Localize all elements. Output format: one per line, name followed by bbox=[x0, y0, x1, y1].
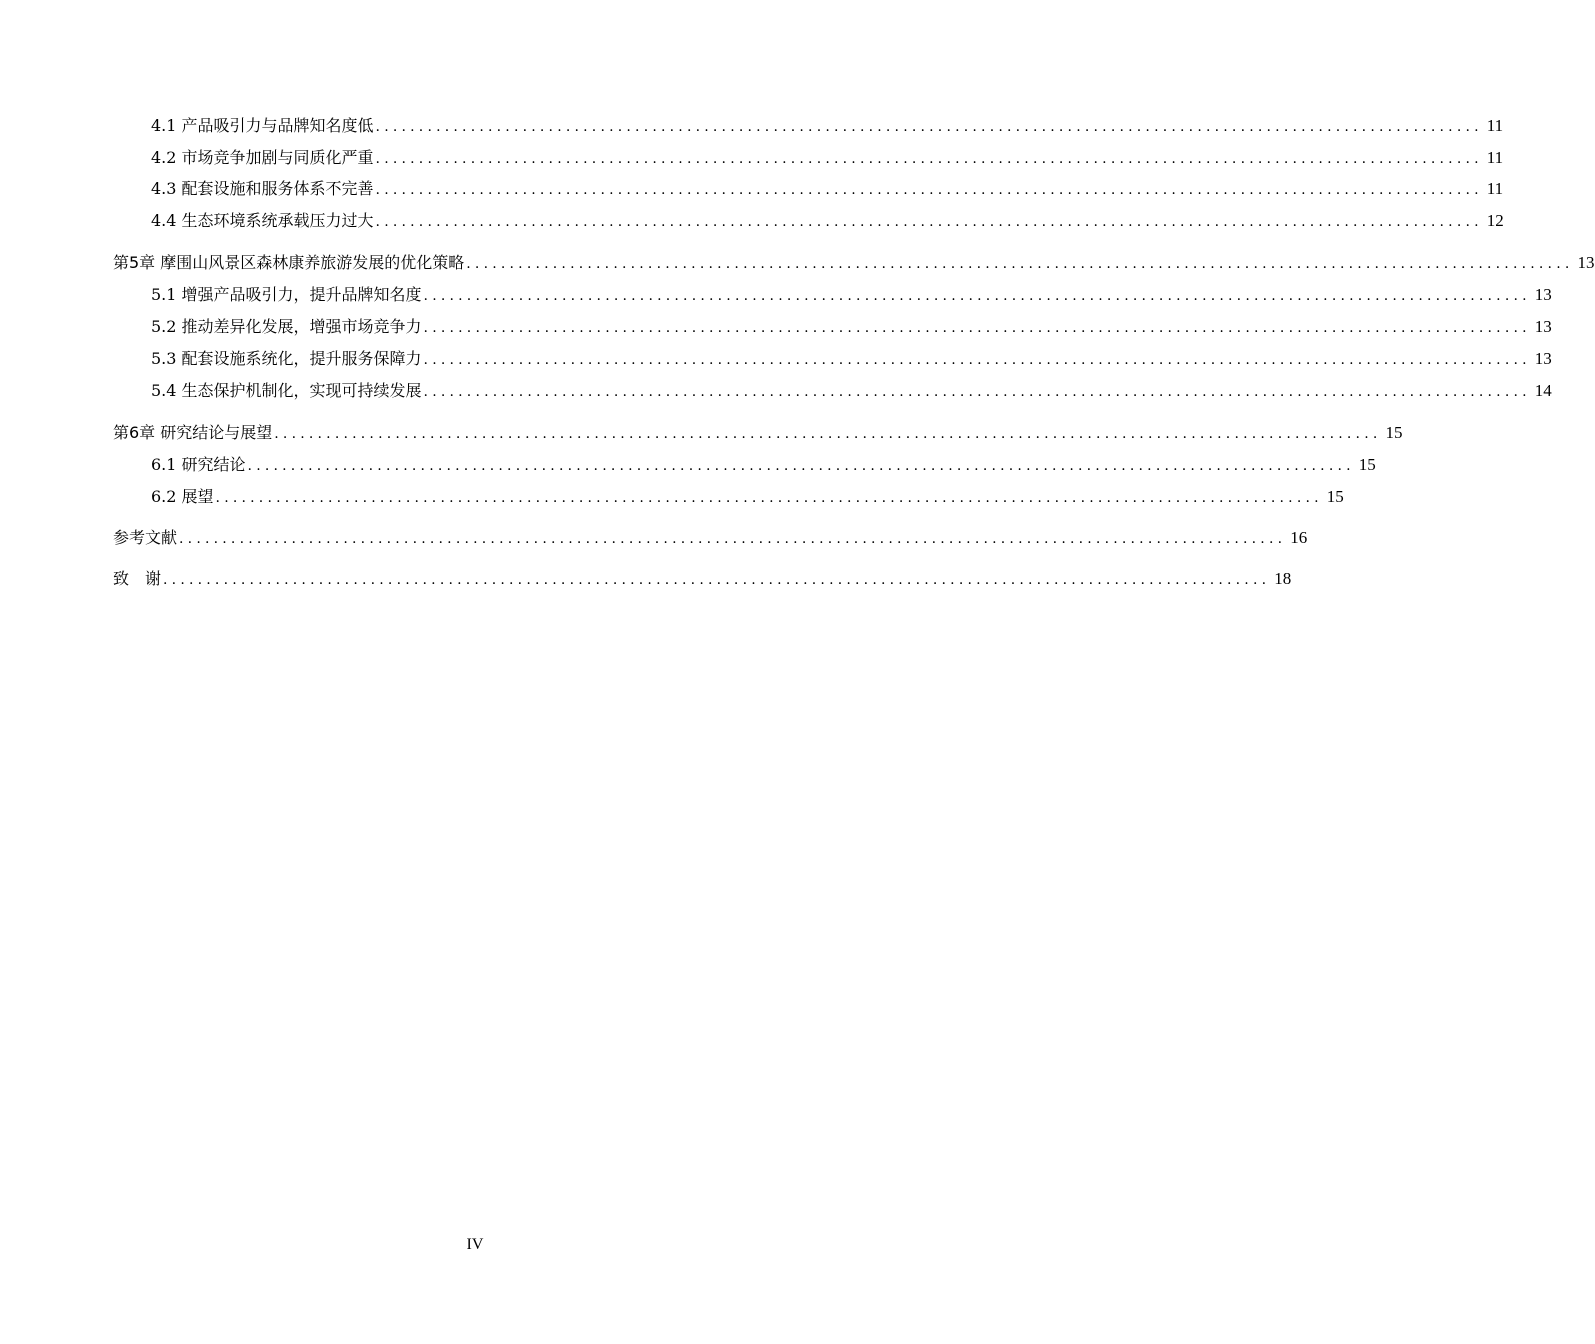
toc-entry-5-1[interactable] bbox=[113, 285, 1552, 317]
toc-entry-5-3[interactable] bbox=[113, 349, 1552, 381]
toc-entry-references[interactable] bbox=[113, 528, 1308, 569]
toc-entry-6-1[interactable] bbox=[113, 455, 1376, 487]
table-of-contents bbox=[113, 116, 1595, 601]
toc-entry-page: 16 bbox=[1290, 528, 1308, 547]
toc-entry-chapter-5[interactable] bbox=[113, 253, 1595, 285]
toc-entry-page: 13 bbox=[1577, 253, 1595, 272]
toc-entry-title: 4.4 生态环境系统承载压力过大 bbox=[151, 211, 374, 230]
toc-entry-4-3[interactable] bbox=[113, 179, 1504, 211]
toc-entry-page: 13 bbox=[1534, 285, 1552, 304]
toc-entry-title: 第6章 研究结论与展望 bbox=[113, 423, 273, 442]
toc-dot-leader: ................................................................................................................................ bbox=[215, 490, 1323, 506]
toc-dot-leader: ................................................................................................................................ bbox=[274, 426, 1382, 442]
toc-entry-chapter-6[interactable] bbox=[113, 423, 1403, 455]
toc-entry-page: 13 bbox=[1534, 349, 1552, 368]
toc-dot-leader: ................................................................................................................................ bbox=[247, 458, 1355, 474]
toc-entry-title: 致 谢 bbox=[113, 569, 162, 588]
toc-entry-title: 4.3 配套设施和服务体系不完善 bbox=[151, 179, 374, 198]
toc-entry-acknowledgements[interactable] bbox=[113, 569, 1292, 601]
toc-entry-6-2[interactable] bbox=[113, 487, 1344, 528]
toc-entry-page: 11 bbox=[1486, 116, 1504, 135]
toc-entry-title: 4.2 市场竞争加剧与同质化严重 bbox=[151, 148, 374, 167]
page-number: IV bbox=[466, 1236, 484, 1253]
toc-entry-page: 11 bbox=[1486, 179, 1504, 198]
toc-dot-leader: ................................................................................................................................ bbox=[423, 384, 1531, 400]
toc-entry-4-2[interactable] bbox=[113, 148, 1504, 179]
toc-entry-title: 5.3 配套设施系统化，提升服务保障力 bbox=[151, 349, 422, 368]
toc-entry-title: 5.2 推动差异化发展，增强市场竞争力 bbox=[151, 317, 422, 336]
toc-entry-title: 4.1 产品吸引力与品牌知名度低 bbox=[151, 116, 374, 135]
toc-dot-leader: ................................................................................................................................ bbox=[375, 119, 1483, 135]
toc-dot-leader: ................................................................................................................................ bbox=[466, 256, 1574, 272]
toc-dot-leader: ................................................................................................................................ bbox=[423, 320, 1531, 336]
toc-dot-leader: ................................................................................................................................ bbox=[423, 352, 1531, 368]
toc-entry-5-2[interactable] bbox=[113, 317, 1552, 349]
toc-entry-page: 18 bbox=[1274, 569, 1292, 588]
toc-entry-page: 15 bbox=[1358, 455, 1376, 474]
toc-dot-leader: ................................................................................................................................ bbox=[375, 214, 1483, 230]
toc-entry-title: 参考文献 bbox=[113, 528, 178, 547]
toc-entry-title: 6.2 展望 bbox=[151, 487, 214, 506]
toc-entry-title: 5.4 生态保护机制化，实现可持续发展 bbox=[151, 381, 422, 400]
toc-entry-page: 14 bbox=[1534, 381, 1552, 400]
toc-entry-page: 15 bbox=[1385, 423, 1403, 442]
toc-entry-page: 15 bbox=[1326, 487, 1344, 506]
toc-entry-4-1[interactable] bbox=[113, 116, 1504, 148]
toc-entry-title: 5.1 增强产品吸引力，提升品牌知名度 bbox=[151, 285, 422, 304]
toc-entry-page: 12 bbox=[1486, 211, 1504, 230]
toc-entry-4-4[interactable] bbox=[113, 211, 1504, 253]
toc-entry-title: 6.1 研究结论 bbox=[151, 455, 246, 474]
toc-dot-leader: ................................................................................................................................ bbox=[163, 572, 1271, 588]
toc-entry-page: 11 bbox=[1486, 148, 1504, 167]
toc-dot-leader: ................................................................................................................................ bbox=[375, 151, 1483, 167]
toc-entry-page: 13 bbox=[1534, 317, 1552, 336]
toc-dot-leader: ................................................................................................................................ bbox=[375, 182, 1483, 198]
toc-entry-5-4[interactable] bbox=[113, 381, 1552, 423]
toc-dot-leader: ................................................................................................................................ bbox=[179, 531, 1287, 547]
toc-entry-title: 第5章 摩围山风景区森林康养旅游发展的优化策略 bbox=[113, 253, 465, 272]
toc-dot-leader: ................................................................................................................................ bbox=[423, 288, 1531, 304]
